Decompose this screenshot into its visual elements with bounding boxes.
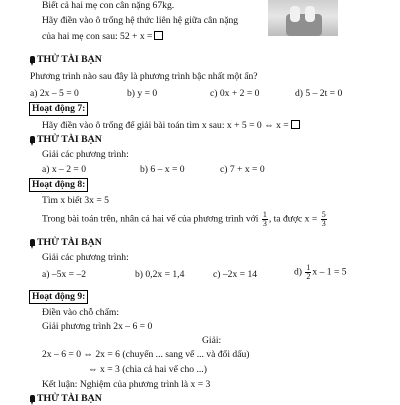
scale-photo xyxy=(268,0,338,36)
intro-line-1: Biết cả hai mẹ con cân nặng 67kg. xyxy=(42,0,175,11)
try-heading-1-text: THỬ TÀI BẠN xyxy=(37,54,102,65)
fraction-one-third xyxy=(262,211,268,228)
activity-9-line-2: Giải phương trình 2x – 6 = 0 xyxy=(42,321,153,332)
activity-7-text-content: Hãy điền vào ô trống để giải bài toán tìm x sau: x + 5 = 0 ⇔ x = xyxy=(42,120,289,131)
try3-option-d xyxy=(294,264,347,281)
try2-prompt: Giải các phương trình: xyxy=(42,149,129,160)
pen-icon xyxy=(30,56,35,63)
try3-prompt: Giải các phương trình: xyxy=(42,252,129,263)
intro-line-2: Hãy điền vào ô trống hệ thức liên hệ giữa cân nặng xyxy=(42,15,239,26)
try-heading-2 xyxy=(30,135,102,146)
try3-option-d-post: x – 1 = 5 xyxy=(312,266,347,278)
answer-box[interactable] xyxy=(154,31,163,40)
fraction-denominator: 3 xyxy=(262,219,267,228)
try1-option-d: d) 5 – 2t = 0 xyxy=(295,88,343,99)
activity-8-line-2 xyxy=(42,211,328,228)
try1-question: Phương trình nào sau đây là phương trình bậc nhất một ẩn? xyxy=(30,71,258,82)
fraction-five-thirds xyxy=(321,211,327,228)
pen-icon xyxy=(30,395,35,402)
try-heading-4-text: THỬ TÀI BẠN xyxy=(37,393,102,404)
fraction-denominator: 3 xyxy=(321,219,326,228)
try3-option-a: a) –5x = –2 xyxy=(42,269,87,280)
pen-icon xyxy=(30,136,35,143)
intro-line-3-text: của hai mẹ con sau: 52 + x = xyxy=(42,31,153,42)
try2-option-b: b) 6 – x = 0 xyxy=(140,164,185,175)
try3-option-c: c) –2x = 14 xyxy=(213,269,258,280)
fraction-numerator: 1 xyxy=(306,263,311,272)
activity-8-line-1: Tìm x biết 3x = 5 xyxy=(42,195,109,206)
activity-8-label: Hoạt động 8: xyxy=(29,178,88,192)
try1-option-a: a) 2x – 5 = 0 xyxy=(30,88,79,99)
fraction-denominator: 2 xyxy=(306,272,311,281)
activity-8-line-2-pre: Trong bài toán trên, nhân cả hai vế của phương trình với xyxy=(42,213,259,225)
try2-option-a: a) x – 2 = 0 xyxy=(42,164,87,175)
activity-8-line-2-mid: , ta được x = xyxy=(268,213,318,225)
activity-9-step-1: 2x – 6 = 0 ⇔ 2x = 6 (chuyển ... sang vế ... và đổi dấu) xyxy=(42,349,250,360)
fraction-numerator: 1 xyxy=(262,210,267,219)
pen-icon xyxy=(30,239,35,246)
activity-9-solve-label: Giải: xyxy=(202,335,222,346)
try-heading-2-text: THỬ TÀI BẠN xyxy=(37,134,102,145)
try-heading-1 xyxy=(30,55,102,66)
try1-option-b: b) y = 0 xyxy=(127,88,158,99)
fraction-one-half xyxy=(305,264,311,281)
foot-image xyxy=(305,6,315,22)
foot-image xyxy=(290,6,300,22)
activity-9-label: Hoạt động 9: xyxy=(29,290,88,304)
activity-7-text xyxy=(42,120,300,132)
activity-9-step-2: ⇔ x = 3 (chia cả hai vế cho ...) xyxy=(88,364,207,375)
try-heading-3-text: THỬ TÀI BẠN xyxy=(37,237,102,248)
try1-option-c: c) 0x + 2 = 0 xyxy=(210,88,260,99)
activity-9-conclusion: Kết luận: Nghiệm của phương trình là x = 3 xyxy=(42,379,211,390)
try-heading-4 xyxy=(30,394,102,405)
fraction-numerator: 5 xyxy=(321,210,326,219)
intro-line-3 xyxy=(42,31,163,43)
try3-option-b: b) 0,2x = 1,4 xyxy=(135,269,185,280)
activity-9-line-1: Điền vào chỗ chấm: xyxy=(42,307,119,318)
activity-7-label: Hoạt động 7: xyxy=(29,102,88,116)
try-heading-3 xyxy=(30,238,102,249)
answer-box[interactable] xyxy=(291,120,300,129)
try3-option-d-pre: d) xyxy=(294,266,302,278)
try2-option-c: c) 7 + x = 0 xyxy=(220,164,265,175)
